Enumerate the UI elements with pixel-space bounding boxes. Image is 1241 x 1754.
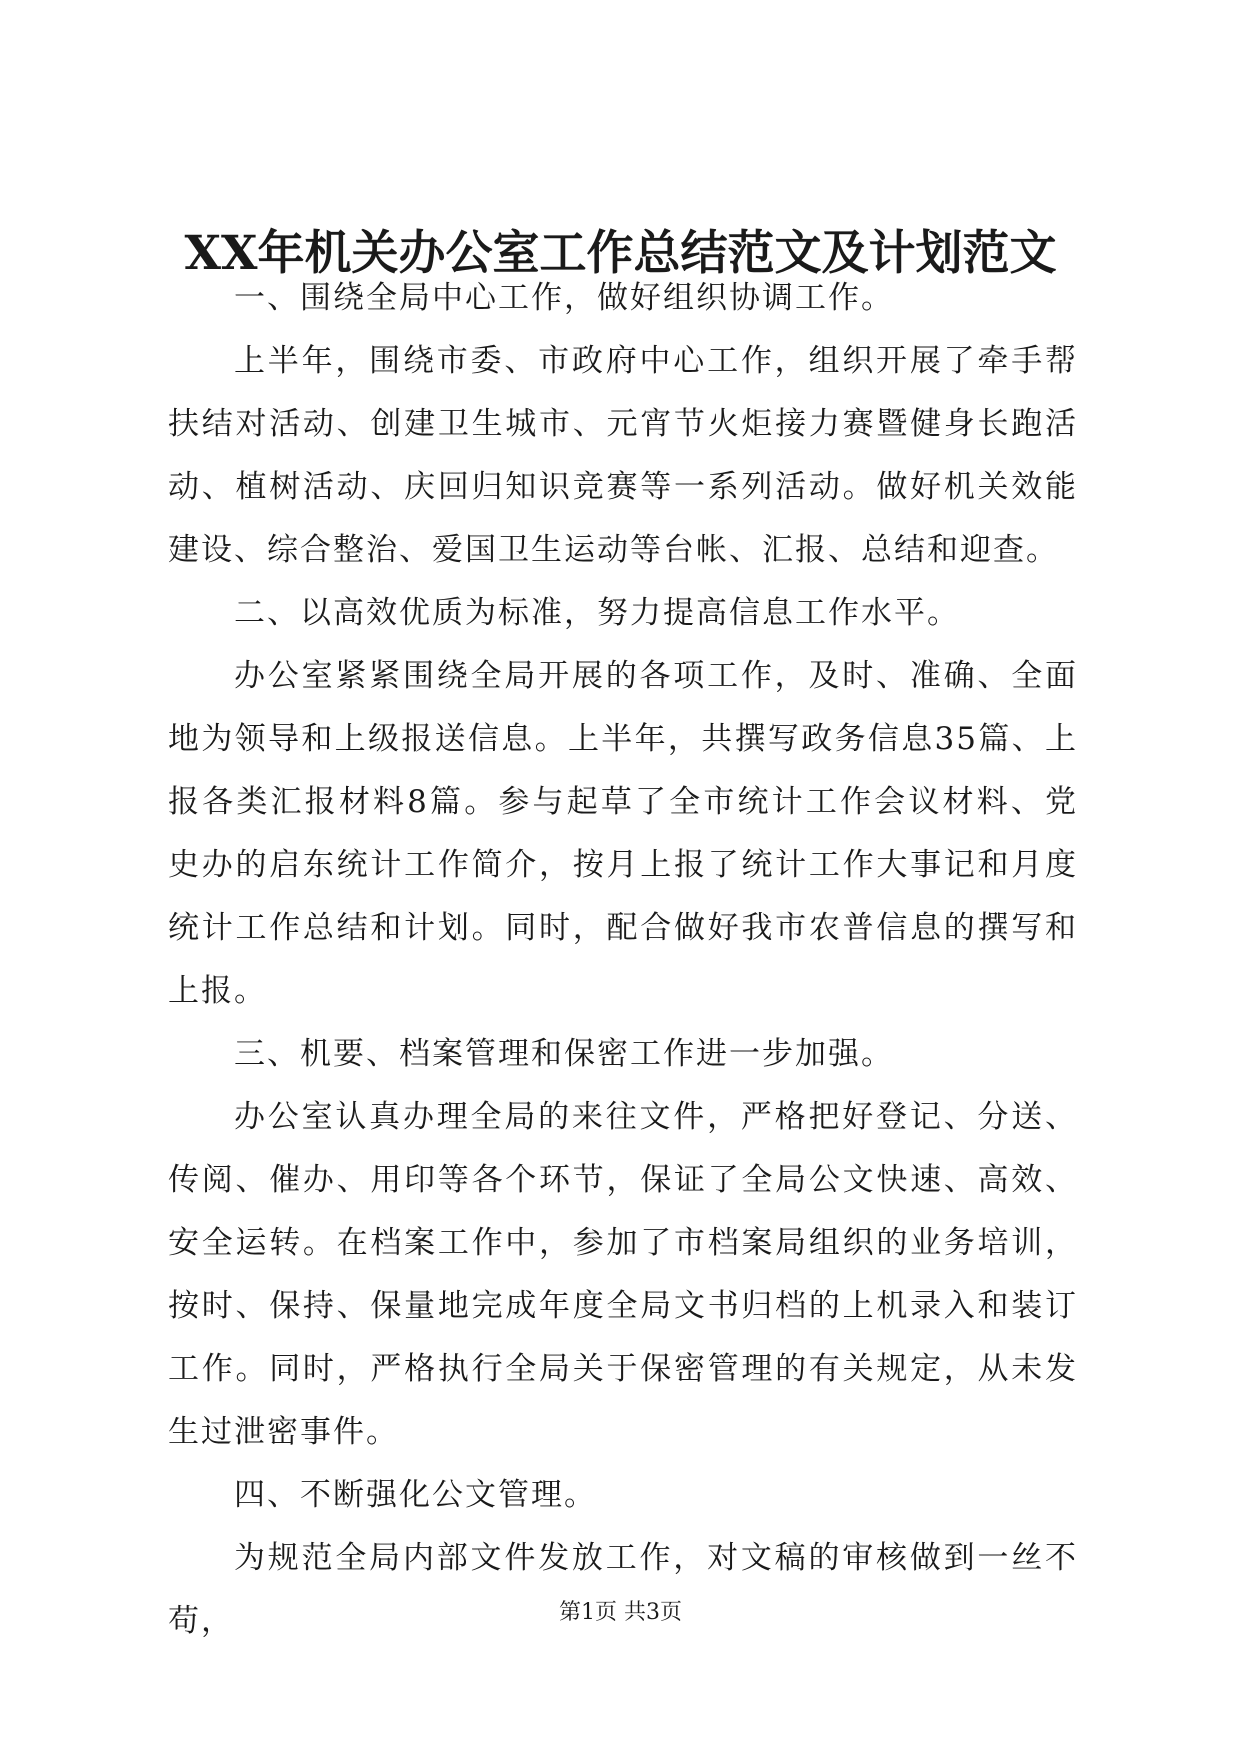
document-body — [168, 267, 1078, 1653]
paragraph-4: 为规范全局内部文件发放工作，对文稿的审核做到一丝不苟， — [168, 1540, 1078, 1639]
heading-2: 二、以高效优质为标准，努力提高信息工作水平。 — [234, 595, 960, 631]
document-title: XX年机关办公室工作总结范文及计划范文 — [184, 226, 1057, 281]
heading-1: 一、围绕全局中心工作，做好组织协调工作。 — [234, 280, 894, 316]
heading-4: 四、不断强化公文管理。 — [234, 1477, 597, 1513]
page-footer: 第1页 共3页 — [559, 1600, 682, 1625]
paragraph-3: 办公室认真办理全局的来往文件，严格把好登记、分送、传阅、催办、用印等各个环节，保证了全局公文快速、高效、安全运转。在档案工作中，参加了市档案局组织的业务培训，按时、保持、保量地完成年度全局文书归档的上机录入和装订工作。同时，严格执行全局关于保密管理的有关规定，从未发生过泄密事件。 — [168, 1099, 1078, 1450]
paragraph-2: 办公室紧紧围绕全局开展的各项工作，及时、准确、全面地为领导和上级报送信息。上半年，共撰写政务信息35篇、上报各类汇报材料8篇。参与起草了全市统计工作会议材料、党史办的启东统计工作简介，按月上报了统计工作大事记和月度统计工作总结和计划。同时，配合做好我市农普信息的撰写和上报。 — [168, 658, 1078, 1009]
heading-3: 三、机要、档案管理和保密工作进一步加强。 — [234, 1036, 894, 1072]
paragraph-1: 上半年，围绕市委、市政府中心工作，组织开展了牵手帮扶结对活动、创建卫生城市、元宵节火炬接力赛暨健身长跑活动、植树活动、庆回归知识竞赛等一系列活动。做好机关效能建设、综合整治、爱国卫生运动等台帐、汇报、总结和迎查。 — [168, 343, 1078, 568]
